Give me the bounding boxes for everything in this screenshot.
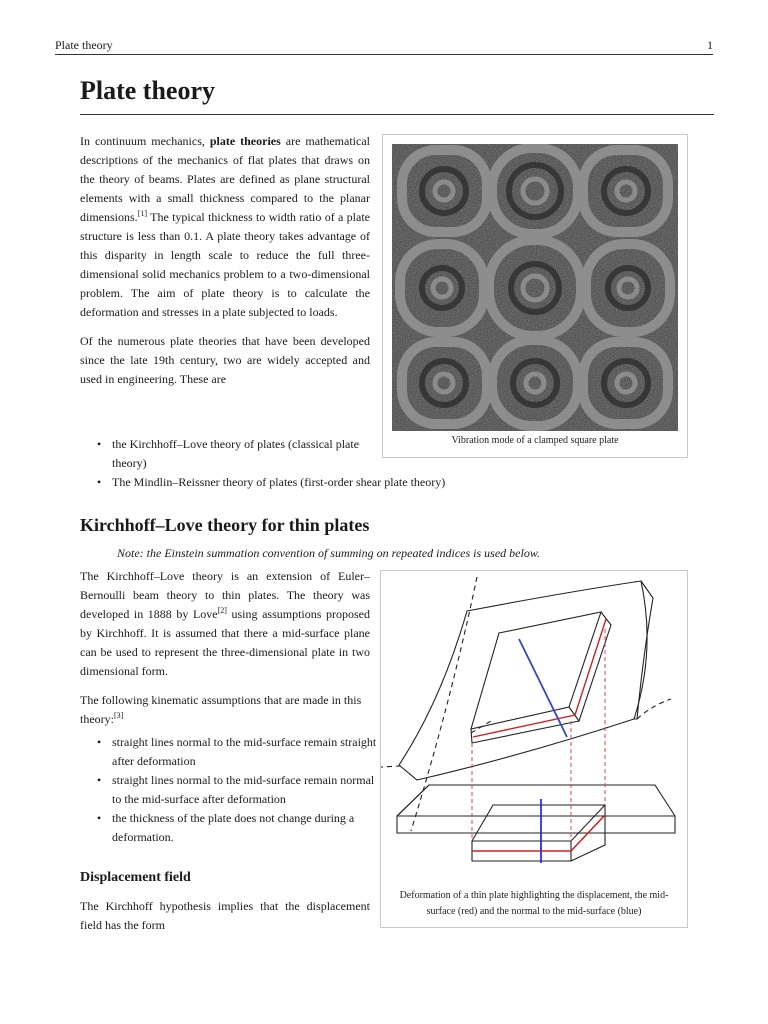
list-item: • The Mindlin–Reissner theory of plates (first-order shear plate theory)	[112, 473, 492, 492]
summation-note: Note: the Einstein summation convention of summing on repeated indices is used below.	[117, 546, 540, 560]
vibration-mode-image	[392, 144, 678, 431]
assumptions-list	[96, 733, 382, 847]
citation-link[interactable]: [1]	[137, 209, 147, 218]
bold-term: plate theories	[209, 134, 281, 148]
intro-paragraph-2: Of the numerous plate theories that have been developed since the late 19th century, two are widely accepted and used in engineering. These are	[80, 334, 370, 386]
section-heading-kirchhoff-love: Kirchhoff–Love theory for thin plates	[80, 515, 370, 535]
section1-paragraph-2: The following kinematic assumptions that are made in this theory:[3]	[80, 693, 362, 726]
section1-paragraph-1: The Kirchhoff–Love theory is an extension of Euler–Bernoulli beam theory to thin plates. The theory was developed in 1888 by Love[2] using assumptions proposed by Kirchhoff. It is assumed that there a mid-surface plane can be used to represent the three-dimensional plate in two dimensional form.	[80, 569, 370, 678]
citation-link[interactable]: [3]	[114, 711, 124, 720]
figure-caption: Vibration mode of a clamped square plate	[451, 435, 619, 446]
list-item: • straight lines normal to the mid-surface remain normal to the mid-surface after deformation	[112, 771, 382, 809]
list-item: • the thickness of the plate does not change during a deformation.	[112, 809, 382, 847]
subsection-heading-displacement-field: Displacement field	[80, 870, 191, 885]
intro-paragraph-1: In continuum mechanics, plate theories are mathematical descriptions of the mechanics of flat plates that draws on the theory of beams. Plates are defined as plane structural elements with a small thickness compared to the planar dimensions.[1] The typical thickness to width ratio of a plate structure is less than 0.1. A plate theory takes advantage of this disparity in length scale to reduce the full three-dimensional solid mechanics problem to a two-dimensional problem. The aim of plate theory is to calculate the deformation and stresses in a plate subjected to loads.	[80, 134, 370, 319]
displacement-paragraph: The Kirchhoff hypothesis implies that the displacement field has the form	[80, 899, 370, 932]
header-title: Plate theory	[55, 38, 113, 52]
figure-vibration-mode	[382, 134, 688, 458]
plate-deformation-diagram	[381, 571, 687, 876]
page-header	[55, 36, 713, 55]
citation-link[interactable]: [2]	[217, 606, 227, 615]
list-item: • straight lines normal to the mid-surface remain straight after deformation	[112, 733, 382, 771]
figure-plate-deformation	[380, 570, 688, 928]
figure-caption: Deformation of a thin plate highlighting the displacement, the mid-surface (red) and the normal to the mid-surface (blue)	[399, 890, 669, 917]
intro-text	[80, 132, 370, 389]
page-number: 1	[707, 38, 713, 52]
list-item: • the Kirchhoff–Love theory of plates (classical plate theory)	[112, 435, 382, 473]
section1-text	[80, 567, 370, 729]
page-title: Plate theory	[80, 76, 714, 115]
